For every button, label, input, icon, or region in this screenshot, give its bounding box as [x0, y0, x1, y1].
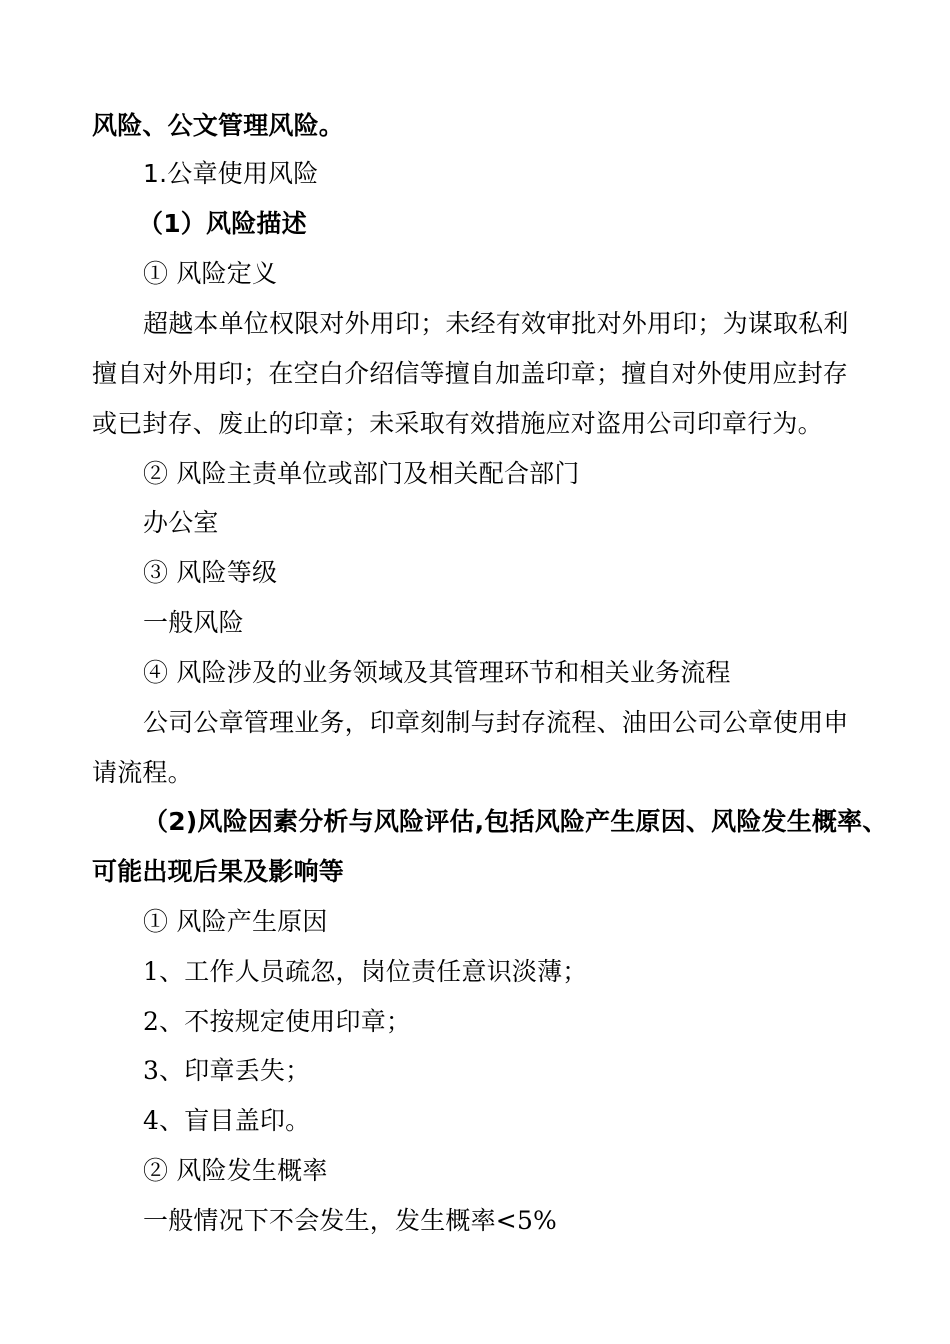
text-line-continuation-heading: 风险、公文管理风险。 — [92, 111, 345, 140]
paragraph-line: 公司公章管理业务，印章刻制与封存流程、油田公司公章使用申 — [143, 708, 849, 737]
list-item: 4、盲目盖印。 — [143, 1106, 311, 1135]
list-item: 3、印章丢失； — [143, 1056, 311, 1085]
item-heading-risk-causes: ① 风险产生原因 — [143, 907, 328, 936]
paragraph-line: 办公室 — [143, 508, 219, 537]
item-heading-risk-definition: ① 风险定义 — [143, 259, 278, 288]
paragraph-line: 超越本单位权限对外用印；未经有效审批对外用印；为谋取私利 — [143, 309, 849, 338]
paragraph-line: 或已封存、废止的印章；未采取有效措施应对盗用公司印章行为。 — [92, 409, 823, 438]
paragraph-line: 请流程。 — [92, 758, 193, 787]
item-heading-business-areas: ④ 风险涉及的业务领域及其管理环节和相关业务流程 — [143, 658, 731, 687]
paragraph-line: 一般风险 — [143, 608, 244, 637]
item-heading-risk-probability: ② 风险发生概率 — [143, 1156, 328, 1185]
subsection-heading-risk-analysis: （2)风险因素分析与风险评估,包括风险产生原因、风险发生概率、 — [143, 807, 888, 836]
section-heading-seal-risk: 1.公章使用风险 — [143, 159, 319, 188]
list-item: 1、工作人员疏忽，岗位责任意识淡薄； — [143, 957, 588, 986]
paragraph-line: 擅自对外用印；在空白介绍信等擅自加盖印章；擅自对外使用应封存 — [92, 359, 849, 388]
item-heading-responsible-department: ② 风险主责单位或部门及相关配合部门 — [143, 459, 580, 488]
subsection-heading-risk-analysis-cont: 可能出现后果及影响等 — [92, 857, 345, 886]
list-item: 2、不按规定使用印章； — [143, 1007, 412, 1036]
subsection-heading-risk-description: （1）风险描述 — [138, 209, 307, 238]
item-heading-risk-level: ③ 风险等级 — [143, 558, 278, 587]
paragraph-line: 一般情况下不会发生，发生概率<5% — [143, 1206, 558, 1235]
